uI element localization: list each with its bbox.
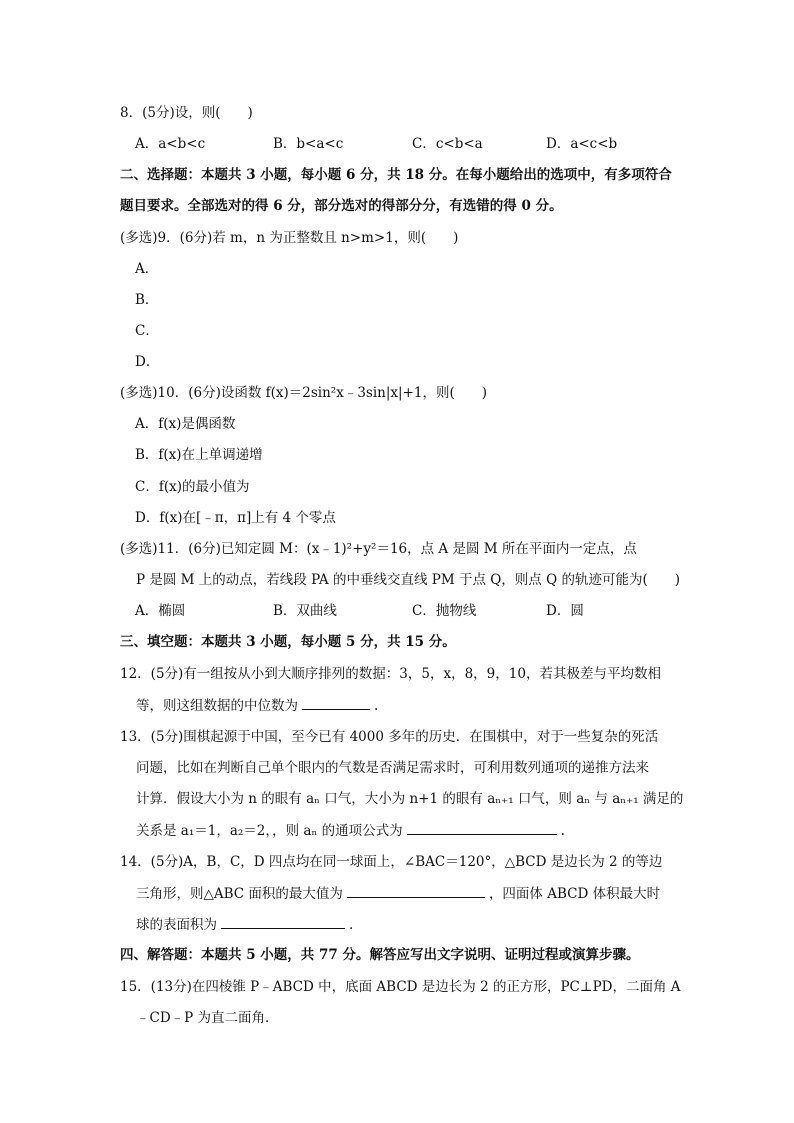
q12-stem-line2	[136, 697, 378, 714]
section2-heading-line1: 二、选择题：本题共 3 小题，每小题 6 分，共 18 分。在每小题给出的选项中，有多项符合	[120, 167, 672, 183]
q14-text-b: ，四面体 ABCD 体积最大时	[488, 886, 661, 902]
q14-stem-line3	[136, 916, 353, 933]
q10-option-c: C．f(x)的最小值为	[135, 479, 250, 495]
section4-heading: 四、解答题：本题共 5 小题，共 77 分。解答应写出文字说明、证明过程或演算步骤。	[120, 947, 640, 963]
section3-heading: 三、填空题：本题共 3 小题，每小题 5 分，共 15 分。	[120, 634, 456, 650]
q11-option-d: D．圆	[546, 603, 584, 619]
q13-answer-blank	[407, 822, 557, 835]
q14-text-a: 三角形，则△ABC 面积的最大值为	[136, 886, 343, 902]
q11-option-a: A．椭圆	[135, 603, 186, 619]
q14-stem-line1: 14．(5分)A，B，C，D 四点均在同一球面上，∠BAC＝120°，△BCD 是边长为 2 的等边	[120, 854, 663, 870]
q13-text: 关系是 a₁＝1，a₂＝2，，则 aₙ 的通项公式为	[136, 823, 403, 839]
q13-stem-line3: 计算．假设大小为 n 的眼有 aₙ 口气，大小为 n+1 的眼有 aₙ₊₁ 口气，则 aₙ 与 aₙ₊₁ 满足的	[136, 791, 684, 807]
q12-period: .	[374, 698, 379, 714]
q11-stem-line2: P 是圆 M 上的动点，若线段 PA 的中垂线交直线 PM 于点 Q，则点 Q 的轨迹可能为( )	[136, 572, 680, 588]
q12-text: 等，则这组数据的中位数为	[136, 698, 298, 714]
q15-stem-line2: ﹣CD﹣P 为直二面角．	[136, 1010, 279, 1026]
q8-option-a: A．a<b<c	[135, 136, 206, 152]
q9-option-a: A．	[135, 261, 159, 277]
q11-option-b: B．双曲线	[273, 603, 337, 619]
q10-option-a: A．f(x)是偶函数	[135, 416, 236, 432]
q14-answer-blank-2	[221, 916, 345, 929]
q8-option-c: C．c<b<a	[412, 136, 483, 152]
q8-option-b: B．b<a<c	[273, 136, 344, 152]
section2-heading-line2: 题目要求。全部选对的得 6 分，部分选对的得部分分，有选错的得 0 分。	[120, 198, 563, 214]
q9-stem: (多选)9．(6分)若 m，n 为正整数且 n>m>1，则( )	[120, 230, 459, 246]
q9-option-b: B．	[135, 292, 159, 308]
q11-stem-line1: (多选)11．(6分)已知定圆 M：(x﹣1)²+y²＝16，点 A 是圆 M 所在平面内一定点，点	[120, 541, 637, 557]
q10-stem: (多选)10．(6分)设函数 f(x)＝2sin²x﹣3sin|x|+1，则( )	[120, 385, 487, 401]
q14-stem-line2	[136, 885, 660, 902]
q12-answer-blank	[302, 697, 370, 710]
q10-option-b: B．f(x)在上单调递增	[135, 447, 263, 463]
q13-period: .	[560, 823, 565, 839]
q12-stem-line1: 12．(5分)有一组按从小到大顺序排列的数据：3，5，x，8，9，10，若其极差与平均数相	[120, 666, 661, 682]
q13-stem-line4	[136, 822, 565, 839]
q14-text-c: 球的表面积为	[136, 917, 217, 933]
q10-option-d: D．f(x)在[﹣π，π]上有 4 个零点	[135, 510, 336, 526]
q14-period: .	[349, 917, 354, 933]
q13-stem-line2: 问题，比如在判断自己单个眼内的气数是否满足需求时，可利用数列通项的递推方法来	[136, 760, 649, 776]
q9-option-d: D．	[135, 354, 160, 370]
q13-stem-line1: 13．(5分)围棋起源于中国，至今已有 4000 多年的历史．在围棋中，对于一些复杂的死活	[120, 729, 659, 745]
q14-answer-blank-1	[347, 885, 485, 898]
q8-option-d: D．a<c<b	[546, 136, 618, 152]
q15-stem-line1: 15．(13分)在四棱锥 P﹣ABCD 中，底面 ABCD 是边长为 2 的正方形，PC⊥PD，二面角 A	[120, 979, 681, 995]
q8-stem: 8．(5分)设，则( )	[120, 105, 253, 121]
q11-option-c: C．抛物线	[412, 603, 477, 619]
q9-option-c: C．	[135, 323, 159, 339]
